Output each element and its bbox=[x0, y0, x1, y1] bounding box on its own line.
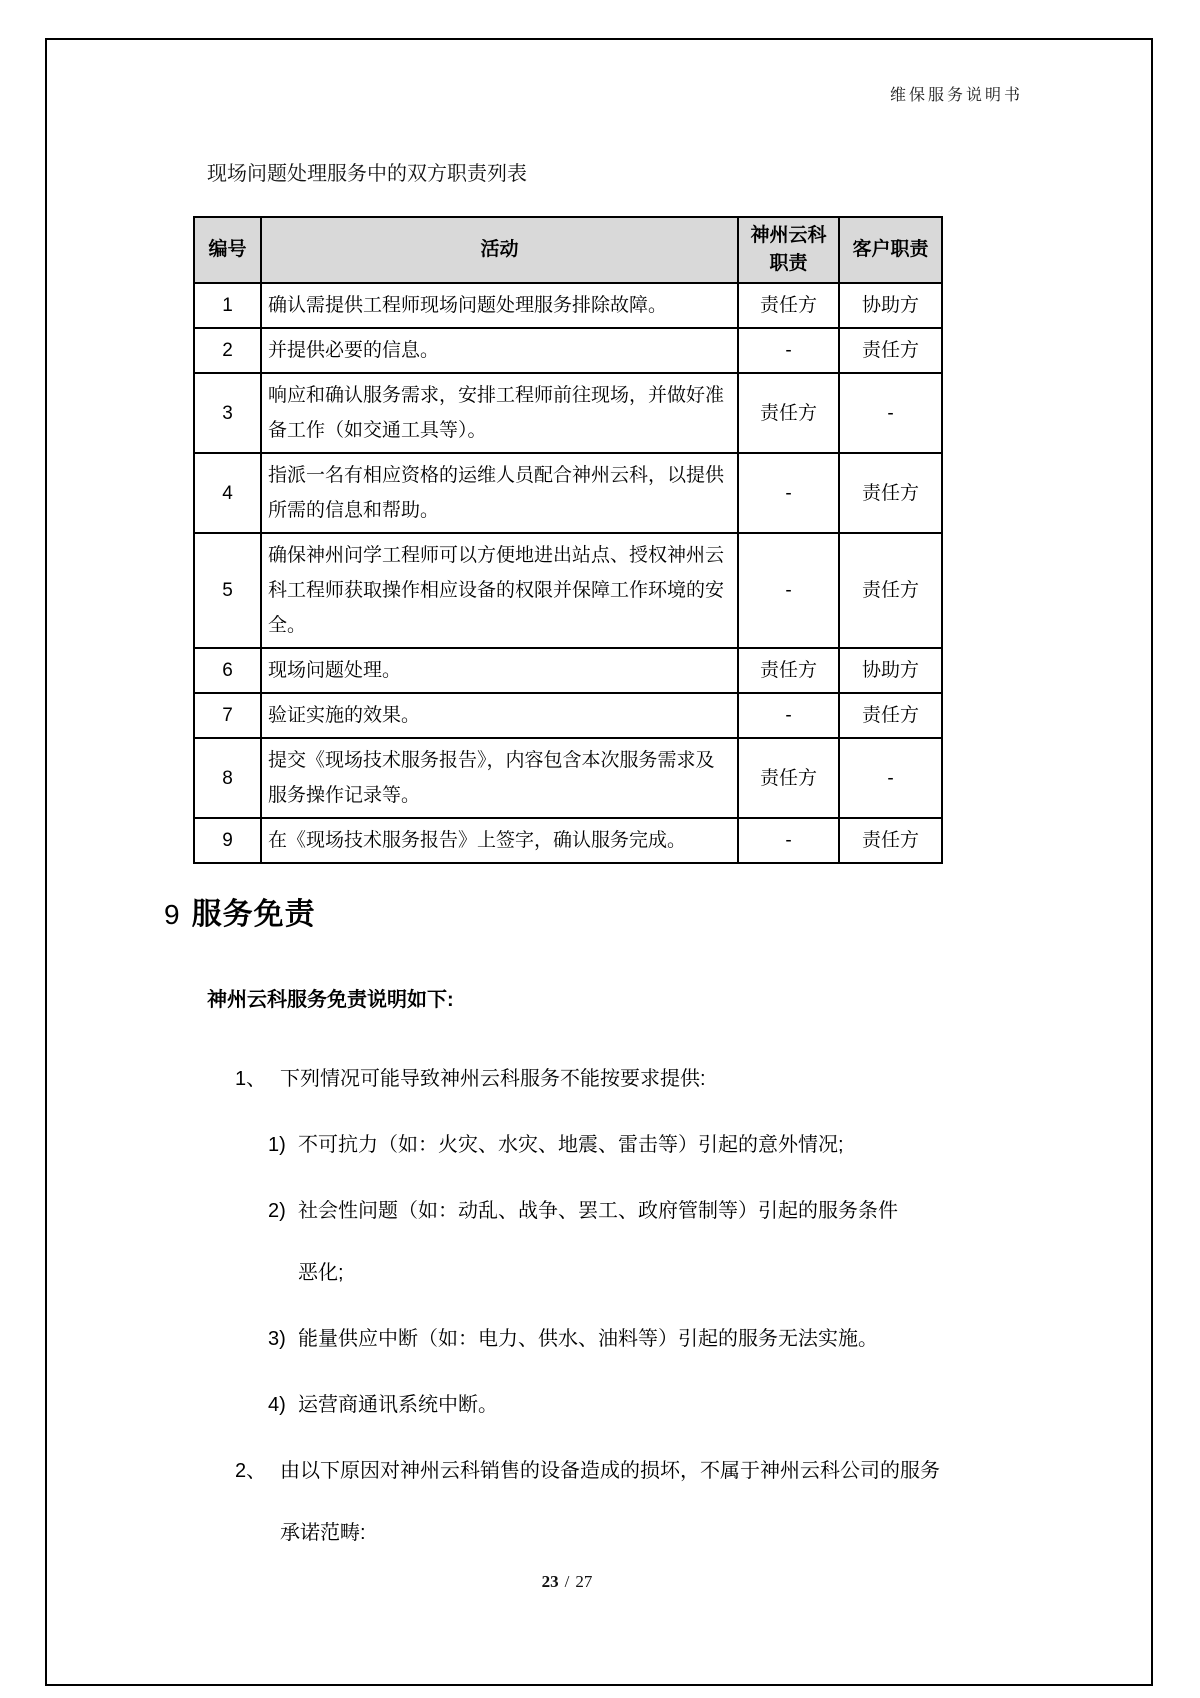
row-number: 5 bbox=[194, 533, 261, 648]
responsibility-table bbox=[193, 216, 943, 864]
row-number: 2 bbox=[194, 328, 261, 373]
customer-role-cell: - bbox=[839, 373, 942, 453]
col-header-number: 编号 bbox=[194, 217, 261, 283]
disclaimer-lead: 神州云科服务免责说明如下: bbox=[207, 989, 454, 1011]
table-row bbox=[194, 533, 942, 648]
row-number: 7 bbox=[194, 693, 261, 738]
shenzhou-role-cell: 责任方 bbox=[738, 373, 839, 453]
row-number: 3 bbox=[194, 373, 261, 453]
table-row bbox=[194, 453, 942, 533]
list-subitem bbox=[230, 1308, 946, 1370]
section-heading bbox=[164, 889, 316, 933]
table-row bbox=[194, 818, 942, 863]
table-row bbox=[194, 373, 942, 453]
section-number: 9 bbox=[164, 899, 180, 930]
activity-cell: 现场问题处理。 bbox=[261, 648, 738, 693]
section-title: 服务免责 bbox=[191, 898, 316, 931]
subitem-text: 社会性问题（如：动乱、战争、罢工、政府管制等）引起的服务条件恶化; bbox=[298, 1200, 898, 1284]
shenzhou-role-cell: - bbox=[738, 533, 839, 648]
page-number-current: 23 bbox=[541, 1572, 559, 1591]
shenzhou-role-cell: 责任方 bbox=[738, 738, 839, 818]
list-item bbox=[230, 1440, 946, 1564]
customer-role-cell: 责任方 bbox=[839, 818, 942, 863]
table-row bbox=[194, 693, 942, 738]
table-row bbox=[194, 283, 942, 328]
page-number-separator: / bbox=[564, 1572, 570, 1591]
shenzhou-role-cell: - bbox=[738, 818, 839, 863]
activity-cell: 并提供必要的信息。 bbox=[261, 328, 738, 373]
customer-role-cell: 责任方 bbox=[839, 453, 942, 533]
activity-cell: 提交《现场技术服务报告》，内容包含本次服务需求及服务操作记录等。 bbox=[261, 738, 738, 818]
table-caption: 现场问题处理服务中的双方职责列表 bbox=[207, 163, 527, 185]
row-number: 9 bbox=[194, 818, 261, 863]
table-row bbox=[194, 648, 942, 693]
customer-role-cell: 协助方 bbox=[839, 648, 942, 693]
list-subitem bbox=[230, 1374, 946, 1436]
page-number bbox=[193, 1572, 941, 1592]
subitem-text: 运营商通讯系统中断。 bbox=[298, 1394, 498, 1416]
activity-cell: 验证实施的效果。 bbox=[261, 693, 738, 738]
shenzhou-role-cell: - bbox=[738, 328, 839, 373]
running-header-title: 维保服务说明书 bbox=[889, 87, 1023, 104]
table-row bbox=[194, 328, 942, 373]
table-row bbox=[194, 738, 942, 818]
list-item-text: 由以下原因对神州云科销售的设备造成的损坏，不属于神州云科公司的服务承诺范畴: bbox=[280, 1460, 940, 1544]
customer-role-cell: 责任方 bbox=[839, 328, 942, 373]
list-item-marker: 2、 bbox=[235, 1460, 267, 1482]
list-item bbox=[230, 1048, 946, 1110]
customer-role-cell: 协助方 bbox=[839, 283, 942, 328]
row-number: 4 bbox=[194, 453, 261, 533]
row-number: 8 bbox=[194, 738, 261, 818]
activity-cell: 确保神州问学工程师可以方便地进出站点、授权神州云科工程师获取操作相应设备的权限并保障工作环境的安全。 bbox=[261, 533, 738, 648]
subitem-text: 不可抗力（如：火灾、水灾、地震、雷击等）引起的意外情况; bbox=[298, 1134, 844, 1156]
shenzhou-role-cell: 责任方 bbox=[738, 648, 839, 693]
list-subitem bbox=[230, 1180, 946, 1304]
subitem-marker: 4) bbox=[268, 1394, 286, 1416]
customer-role-cell: - bbox=[839, 738, 942, 818]
subitem-marker: 3) bbox=[268, 1328, 286, 1350]
customer-role-cell: 责任方 bbox=[839, 693, 942, 738]
subitem-marker: 2) bbox=[268, 1200, 286, 1222]
col-header-activity: 活动 bbox=[261, 217, 738, 283]
row-number: 1 bbox=[194, 283, 261, 328]
table-header-row bbox=[194, 217, 942, 283]
activity-cell: 在《现场技术服务报告》上签字，确认服务完成。 bbox=[261, 818, 738, 863]
shenzhou-role-cell: 责任方 bbox=[738, 283, 839, 328]
col-header-shenzhou-role: 神州云科职责 bbox=[738, 217, 839, 283]
shenzhou-role-cell: - bbox=[738, 453, 839, 533]
subitem-marker: 1) bbox=[268, 1134, 286, 1156]
activity-cell: 确认需提供工程师现场问题处理服务排除故障。 bbox=[261, 283, 738, 328]
customer-role-cell: 责任方 bbox=[839, 533, 942, 648]
row-number: 6 bbox=[194, 648, 261, 693]
list-item-marker: 1、 bbox=[235, 1068, 267, 1090]
activity-cell: 响应和确认服务需求，安排工程师前往现场，并做好准备工作（如交通工具等）。 bbox=[261, 373, 738, 453]
page-number-total: 27 bbox=[575, 1572, 593, 1591]
disclaimer-list bbox=[230, 1048, 946, 1564]
shenzhou-role-cell: - bbox=[738, 693, 839, 738]
list-subitem bbox=[230, 1114, 946, 1176]
list-item-text: 下列情况可能导致神州云科服务不能按要求提供: bbox=[280, 1068, 706, 1090]
activity-cell: 指派一名有相应资格的运维人员配合神州云科，以提供所需的信息和帮助。 bbox=[261, 453, 738, 533]
col-header-customer-role: 客户职责 bbox=[839, 217, 942, 283]
subitem-text: 能量供应中断（如：电力、供水、油料等）引起的服务无法实施。 bbox=[298, 1328, 878, 1350]
